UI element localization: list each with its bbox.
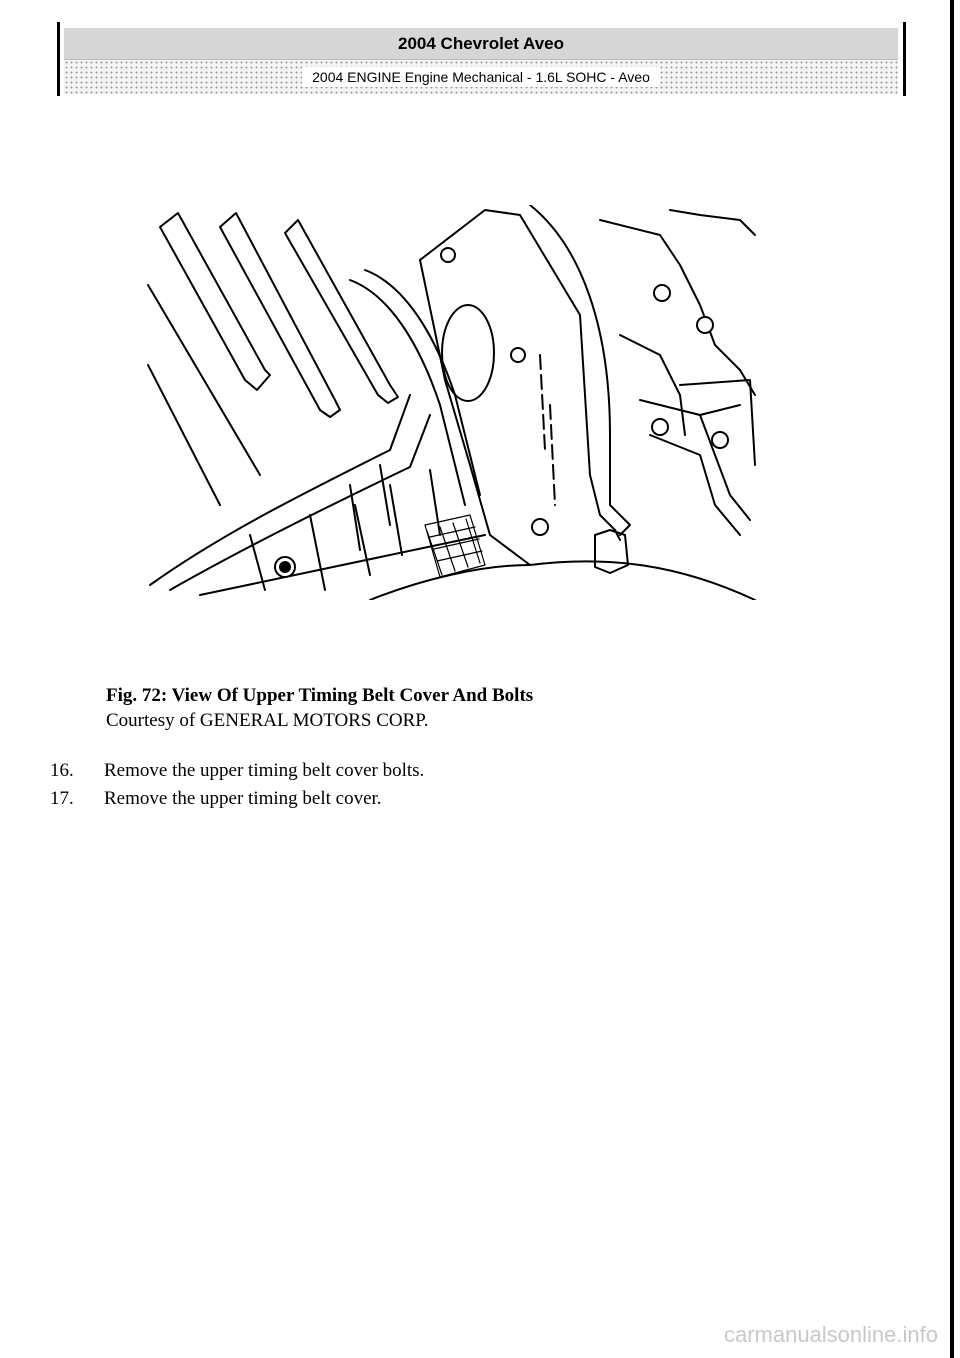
cover-bolts: [275, 248, 728, 577]
procedure-steps: [50, 757, 910, 813]
step-number: 16.: [50, 760, 74, 781]
bolt-icon: [441, 248, 455, 262]
header-left-rule: [57, 22, 60, 96]
list-item: [50, 757, 910, 785]
header-subtitle: 2004 ENGINE Engine Mechanical - 1.6L SOHC - Aveo: [302, 67, 660, 87]
document-header: [64, 28, 898, 94]
figure-caption-credit: Courtesy of GENERAL MOTORS CORP.: [106, 710, 429, 731]
figure-caption-title: Fig. 72: View Of Upper Timing Belt Cover And Bolts: [106, 685, 534, 706]
bolt-icon: [511, 348, 525, 362]
bolt-icon: [697, 317, 713, 333]
bolt-icon: [712, 432, 728, 448]
step-text: Remove the upper timing belt cover.: [104, 788, 382, 809]
list-item: [50, 785, 910, 813]
step-text: Remove the upper timing belt cover bolts.: [104, 760, 425, 781]
step-number: 17.: [50, 788, 74, 809]
watermark: carmanualsonline.info: [723, 1322, 938, 1347]
header-subtitle-bar: [64, 60, 898, 94]
bolt-icon: [652, 419, 668, 435]
wire-harness: [350, 270, 480, 505]
engine-block: [370, 210, 755, 600]
intake-runners: [148, 213, 398, 505]
header-title: 2004 Chevrolet Aveo: [64, 28, 898, 60]
header-right-rule: [903, 22, 906, 96]
bolt-icon: [654, 285, 670, 301]
manifold-base: [150, 395, 485, 595]
bolt-icon: [532, 519, 548, 535]
figure-caption: [106, 683, 533, 733]
timing-belt-cover-illustration: [140, 205, 760, 600]
page-right-rule: [950, 0, 954, 1358]
